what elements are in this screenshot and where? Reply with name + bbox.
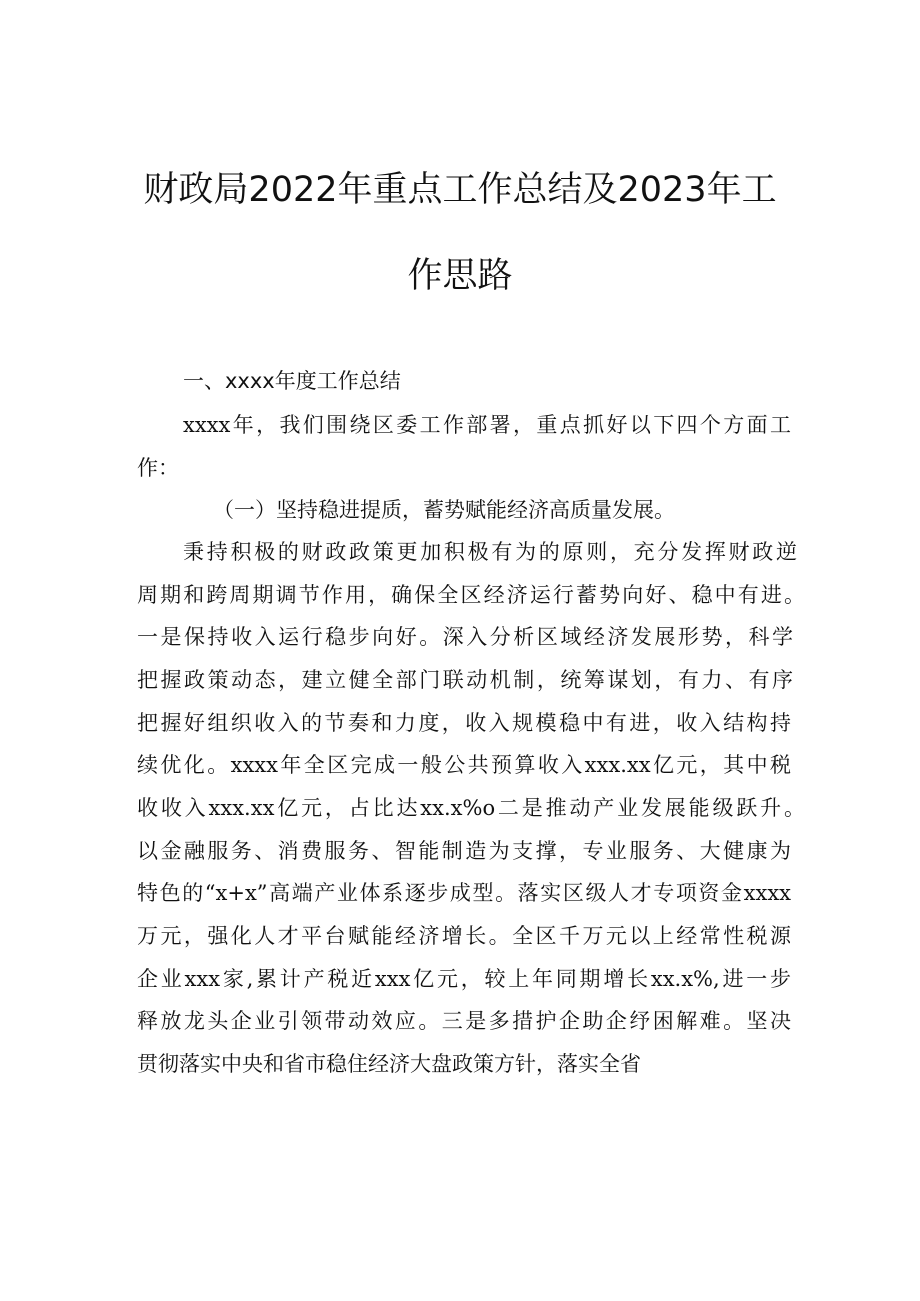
paragraph-line-5: 周期和跨周期调节作用，确保全区经济运行蓄势向好、稳中有进。 bbox=[137, 583, 805, 607]
paragraph-line-4: 秉持积极的财政政策更加积极有为的原则，充分发挥财政逆 bbox=[183, 540, 797, 564]
paragraph-line-9: 续优化。xxxx年全区完成一般公共预算收入xxx.xx亿元，其中税 bbox=[137, 753, 791, 777]
paragraph-line-14: 企业xxx家,累计产税近xxx亿元，较上年同期增长xx.x%,进一步 bbox=[137, 967, 791, 991]
document-title-line-1: 财政局2022年重点工作总结及2023年工 bbox=[143, 170, 777, 210]
paragraph-line-7: 把握政策动态，建立健全部门联动机制，统筹谋划，有力、有序 bbox=[137, 668, 793, 692]
section-heading: 一、xxxx年度工作总结 bbox=[183, 369, 401, 393]
paragraph-line-1: xxxx年，我们围绕区委工作部署，重点抓好以下四个方面工 bbox=[183, 413, 791, 437]
paragraph-line-6: 一是保持收入运行稳步向好。深入分析区域经济发展形势，科学 bbox=[137, 625, 793, 649]
subsection-heading: （一）坚持稳进提质，蓄势赋能经济高质量发展。 bbox=[213, 498, 675, 522]
paragraph-line-15: 释放龙头企业引领带动效应。三是多措护企助企纾困解难。坚决 bbox=[137, 1009, 791, 1033]
paragraph-line-11: 以金融服务、消费服务、智能制造为支撑，专业服务、大健康为 bbox=[137, 839, 791, 863]
document-title-line-2: 作思路 bbox=[407, 256, 513, 296]
paragraph-line-8: 把握好组织收入的节奏和力度，收入规模稳中有进，收入结构持 bbox=[137, 711, 791, 735]
paragraph-line-13: 万元，强化人才平台赋能经济增长。全区千万元以上经常性税源 bbox=[137, 924, 791, 948]
paragraph-line-2: 作： bbox=[137, 456, 179, 480]
paragraph-line-10: 收收入xxx.xx亿元，占比达xx.x%o二是推动产业发展能级跃升。 bbox=[137, 796, 805, 820]
paragraph-line-16: 贯彻落实中央和省市稳住经济大盘政策方针，落实全省 bbox=[137, 1052, 641, 1076]
paragraph-line-12: 特色的“x+x”高端产业体系逐步成型。落实区级人才专项资金xxxx bbox=[137, 881, 791, 905]
